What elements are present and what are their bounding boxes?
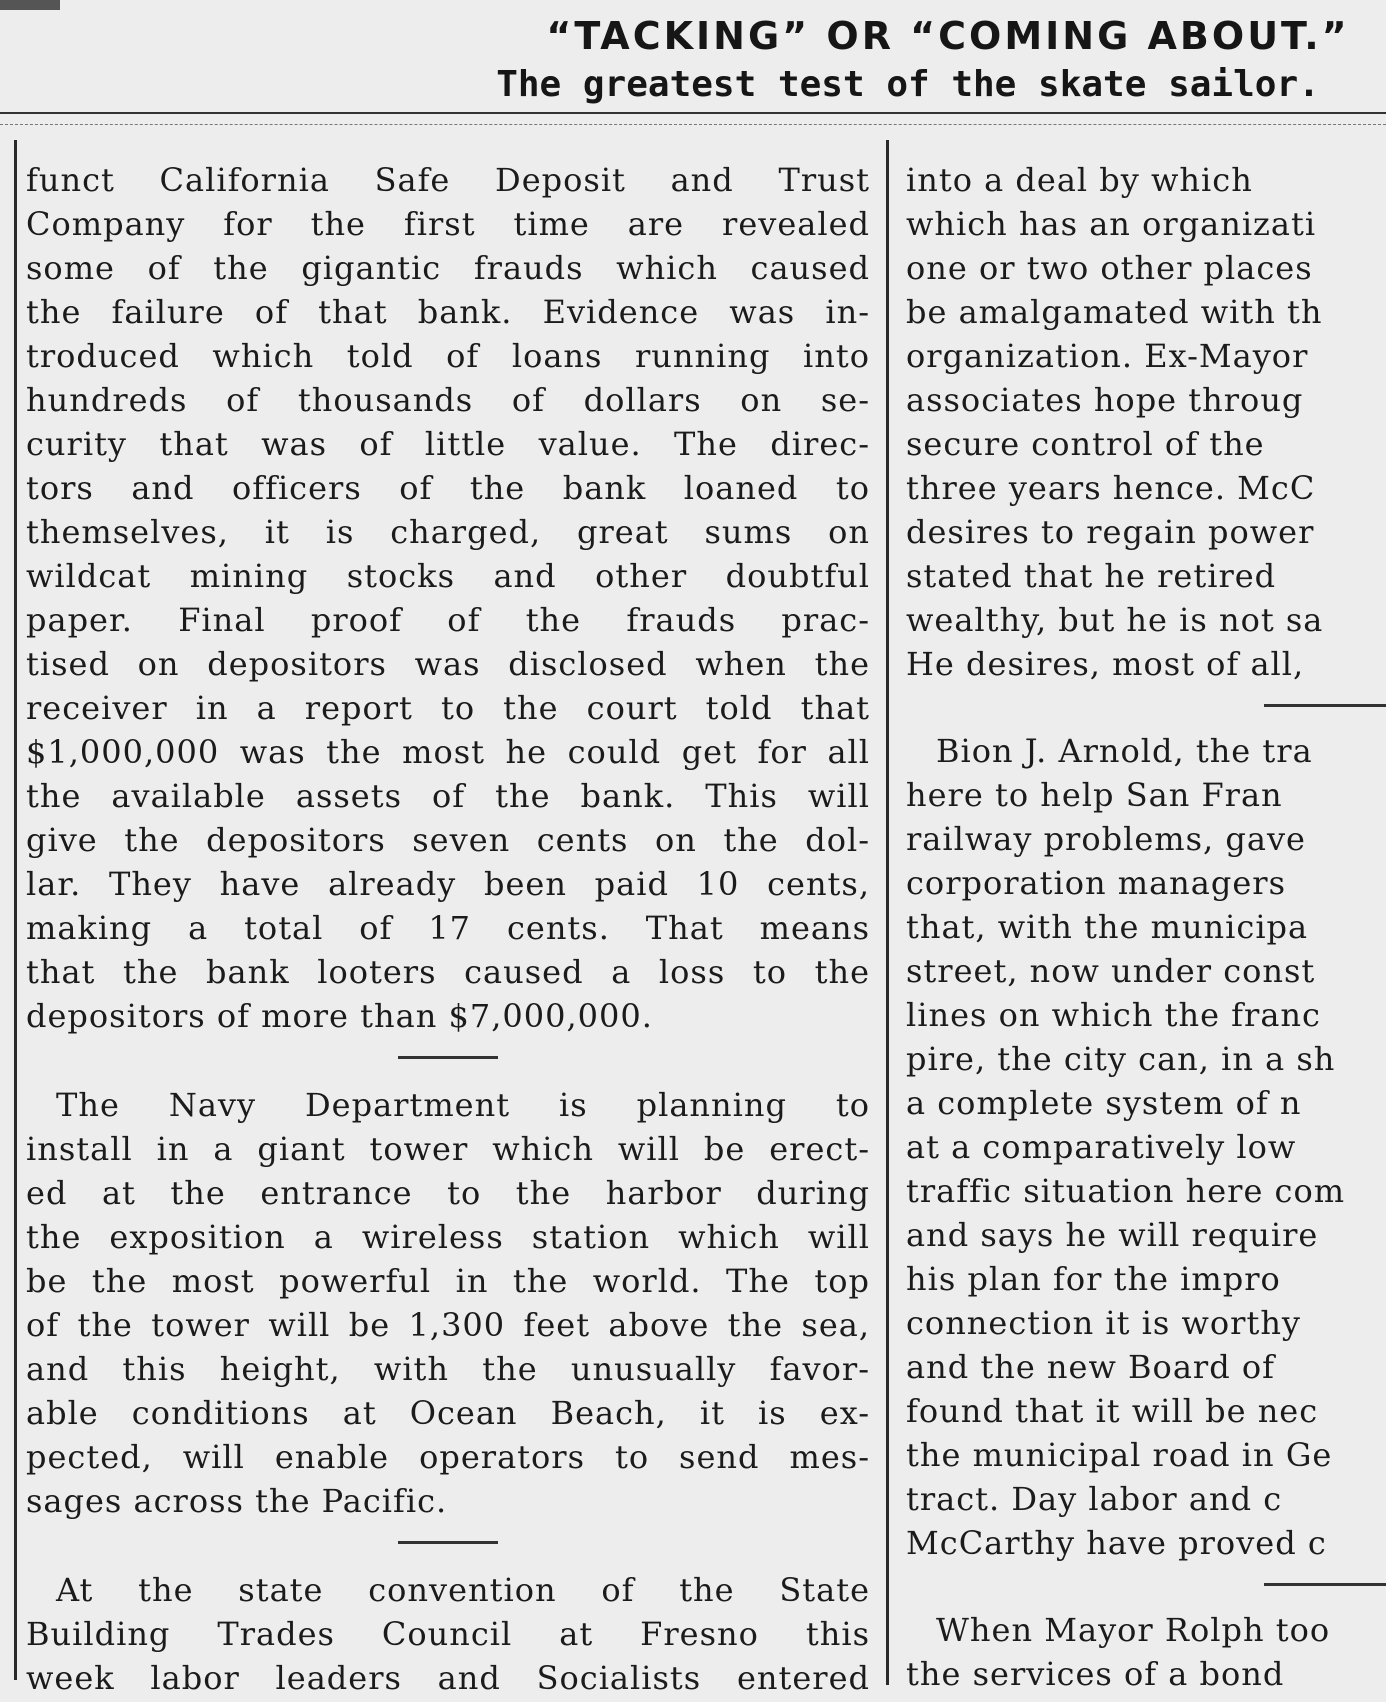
text-line: railway problems, gave	[906, 820, 1306, 858]
text-line: stated that he retired	[906, 557, 1277, 595]
right-column	[906, 158, 1386, 1696]
text-line: found that it will be nec	[906, 1392, 1319, 1430]
text-line: the failure of that bank. Evidence was in-	[26, 293, 870, 331]
text-line: that the bank looters caused a loss to the	[26, 953, 870, 991]
text-line: At the state convention of the State	[56, 1571, 870, 1609]
top-rule-dashed	[0, 124, 1386, 125]
text-line: paper. Final proof of the frauds prac-	[26, 601, 870, 639]
text-line: the available assets of the bank. This will	[26, 777, 870, 815]
text-line: tised on depositors was disclosed when the	[26, 645, 870, 683]
left-paragraph-1	[26, 158, 870, 1038]
text-line: a complete system of n	[906, 1084, 1302, 1122]
text-line: the services of a bond	[906, 1655, 1285, 1693]
text-line: which has an organizati	[906, 205, 1317, 243]
column-rule	[886, 140, 889, 1685]
text-line: the exposition a wireless station which will	[26, 1218, 870, 1256]
text-line: traffic situation here com	[906, 1172, 1346, 1210]
text-line: install in a giant tower which will be erect-	[26, 1130, 870, 1168]
text-line: able conditions at Ocean Beach, it is ex-	[26, 1394, 870, 1432]
text-line: organization. Ex-Mayor	[906, 337, 1309, 375]
text-line: be the most powerful in the world. The top	[26, 1262, 870, 1300]
text-line: secure control of the	[906, 425, 1265, 463]
text-line: wealthy, but he is not sa	[906, 601, 1324, 639]
text-line: depositors of more than $7,000,000.	[26, 997, 653, 1035]
text-line: and says he will require	[906, 1216, 1319, 1254]
text-line: associates hope throug	[906, 381, 1304, 419]
text-line: Company for the first time are revealed	[26, 205, 870, 243]
caption-title: “TACKING” OR “COMING ABOUT.”	[546, 14, 1350, 58]
text-line: his plan for the impro	[906, 1260, 1281, 1298]
text-line: the municipal road in Ge	[906, 1436, 1333, 1474]
text-line: making a total of 17 cents. That means	[26, 909, 870, 947]
article-separator	[398, 1056, 498, 1059]
text-line: funct California Safe Deposit and Trust	[26, 161, 870, 199]
article-separator	[398, 1541, 498, 1544]
text-line: Bion J. Arnold, the tra	[936, 732, 1313, 770]
text-line: of the tower will be 1,300 feet above the sea,	[26, 1306, 870, 1344]
left-column	[26, 158, 870, 1700]
text-line: receiver in a report to the court told that	[26, 689, 870, 727]
top-rule	[0, 112, 1386, 114]
left-paragraph-2	[26, 1083, 870, 1523]
text-line: at a comparatively low	[906, 1128, 1297, 1166]
right-paragraph-2	[906, 729, 1386, 1565]
text-line: lines on which the franc	[906, 996, 1321, 1034]
text-line: tract. Day labor and c	[906, 1480, 1283, 1518]
text-line: Building Trades Council at Fresno this	[26, 1615, 870, 1653]
text-line: be amalgamated with th	[906, 293, 1323, 331]
text-line: McCarthy have proved c	[906, 1524, 1327, 1562]
article-separator	[1264, 704, 1386, 707]
left-margin-rule	[14, 140, 17, 1680]
text-line: here to help San Fran	[906, 776, 1283, 814]
text-line: give the depositors seven cents on the dol-	[26, 821, 870, 859]
right-paragraph-1	[906, 158, 1386, 686]
text-line: one or two other places	[906, 249, 1313, 287]
text-line: that, with the municipa	[906, 908, 1309, 946]
right-paragraph-3	[906, 1608, 1386, 1696]
text-line: pire, the city can, in a sh	[906, 1040, 1336, 1078]
text-line: street, now under const	[906, 952, 1316, 990]
text-line: ed at the entrance to the harbor during	[26, 1174, 870, 1212]
text-line: three years hence. McC	[906, 469, 1316, 507]
photo-caption	[430, 14, 1386, 105]
text-line: and the new Board of	[906, 1348, 1275, 1386]
text-line: He desires, most of all,	[906, 645, 1305, 683]
text-line: pected, will enable operators to send mes-	[26, 1438, 870, 1476]
text-line: some of the gigantic frauds which caused	[26, 249, 870, 287]
text-line: sages across the Pacific.	[26, 1482, 448, 1520]
text-line: troduced which told of loans running into	[26, 337, 870, 375]
text-line: $1,000,000 was the most he could get for all	[26, 733, 870, 771]
text-line: week labor leaders and Socialists entered	[26, 1659, 870, 1697]
text-line: connection it is worthy	[906, 1304, 1301, 1342]
caption-subtitle: The greatest test of the skate sailor.	[496, 64, 1320, 105]
text-line: desires to regain power	[906, 513, 1315, 551]
text-line: The Navy Department is planning to	[56, 1086, 870, 1124]
text-line: When Mayor Rolph too	[936, 1611, 1331, 1649]
text-line: corporation managers	[906, 864, 1286, 902]
text-line: lar. They have already been paid 10 cents,	[26, 865, 870, 903]
text-line: themselves, it is charged, great sums on	[26, 513, 870, 551]
text-line: curity that was of little value. The direc-	[26, 425, 870, 463]
text-line: into a deal by which	[906, 161, 1253, 199]
text-line: tors and officers of the bank loaned to	[26, 469, 870, 507]
left-paragraph-3	[26, 1568, 870, 1700]
text-line: hundreds of thousands of dollars on se-	[26, 381, 870, 419]
text-line: and this height, with the unusually favor-	[26, 1350, 870, 1388]
article-separator	[1264, 1583, 1386, 1586]
text-line: wildcat mining stocks and other doubtful	[26, 557, 870, 595]
page-corner-mark	[0, 0, 60, 10]
